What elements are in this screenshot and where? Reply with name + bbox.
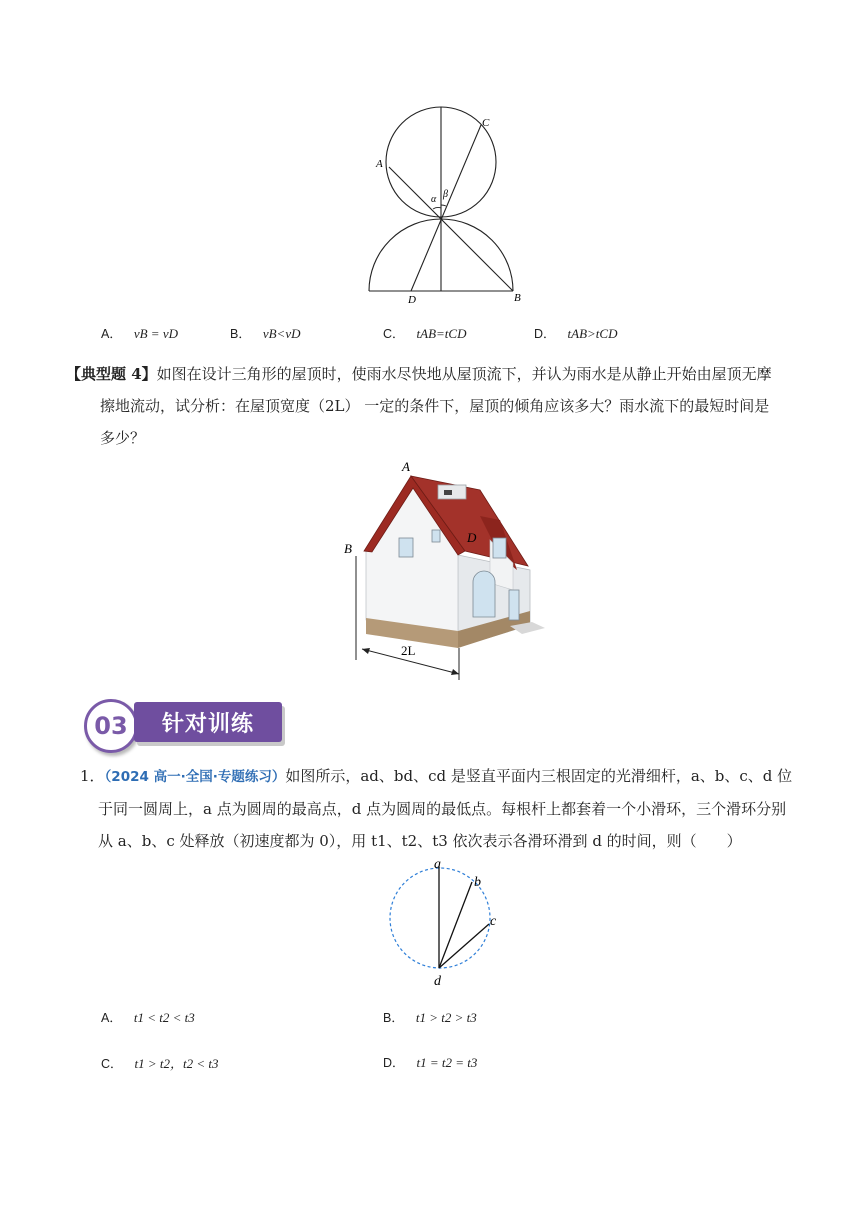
label-D: D [408,294,416,306]
angle-arc-beta [441,205,446,206]
label-A: A [376,158,383,170]
option-letter: D． [534,327,556,341]
label-b: b [474,875,481,890]
house-label-2L: 2L [401,643,416,658]
option-1b [230,324,301,342]
option-letter: C． [383,327,405,341]
example-4-tag: 【典型题 4】 [66,365,157,383]
rod-bd [439,882,472,968]
question-1-line-3: 从 a、b、c 处释放（初速度都为 0），用 t1、t2、t3 依次表示各滑环滑到 d 的时间，则（ ） [98,832,742,850]
option-text: vB<vD [262,326,301,341]
option-1a [101,324,178,342]
angle-arc-alpha [433,207,441,209]
option-letter: B． [383,1011,404,1025]
question-1-source: （2024 高一·全国·专题练习） [104,769,286,785]
rods-circle-figure [385,855,505,990]
option-2a [101,1008,195,1026]
option-2b [383,1008,477,1026]
option-text: vB = vD [133,326,178,341]
label-beta: β [443,189,448,200]
house-label-B: B [344,541,352,556]
chord-AB [389,167,513,291]
label-C: C [482,117,490,129]
geometry-figure-circles [360,105,530,310]
house-label-D: D [467,530,477,545]
option-text: t1 > t2，t2 < t3 [134,1056,219,1071]
option-letter: A． [101,1011,122,1025]
option-text: t1 = t2 = t3 [416,1055,478,1070]
option-2d [383,1053,477,1071]
option-1d [534,324,617,342]
option-letter: A． [101,327,122,341]
option-2c [101,1053,219,1072]
example-4-line-3: 多少？ [100,429,146,447]
house-figure [338,455,548,685]
label-a: a [434,857,441,872]
option-letter: C． [101,1057,123,1071]
example-4-line-2: 擦地流动，试分析：在屋顶宽度（2L） 一定的条件下，屋顶的倾角应该多大？雨水流下的最短时间是 [100,397,770,415]
example-4-paragraph [66,358,796,454]
section-title-banner: 针对训练 [134,702,282,742]
example-4-line-1: 【典型题 4】如图在设计三角形的屋顶时，使雨水尽快地从屋顶流下，并认为雨水是从静止开始由屋顶无摩 [66,365,772,383]
option-text: t1 > t2 > t3 [415,1010,477,1025]
section-number-badge: 03 [84,699,138,753]
option-1c [383,324,466,342]
question-1-line-1: 1．（2024 高一·全国·专题练习）如图所示，ad、bd、cd 是竖直平面内三根固定的光滑细杆，a、b、c、d 位 [80,767,793,785]
option-letter: D． [383,1056,405,1070]
question-1-line-2: 于同一圆周上，a 点为圆周的最高点，d 点为圆周的最低点。每根杆上都套着一个小滑环，三个滑环分别 [98,800,787,818]
label-B: B [514,292,521,304]
question-1-paragraph [80,760,800,857]
house-label-A: A [402,459,410,474]
label-d: d [434,974,441,989]
option-letter: B． [230,327,251,341]
option-text: t1 < t2 < t3 [133,1010,195,1025]
label-alpha: α [431,194,437,205]
option-text: tAB=tCD [416,326,467,341]
option-text: tAB>tCD [567,326,618,341]
label-c: c [490,914,497,929]
